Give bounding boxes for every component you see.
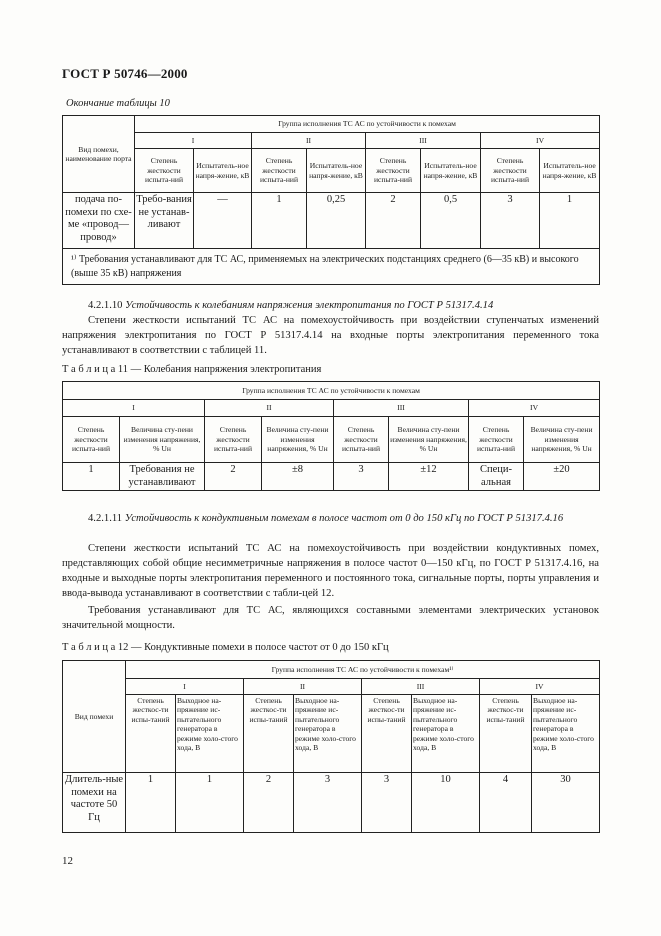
- t11-sub-b: Величина сту-пени изменения напряжения, % Uн: [524, 417, 600, 463]
- table-cell: 30: [532, 773, 600, 833]
- t12-sub-a: Степень жесткос-ти испы-таний: [126, 695, 176, 773]
- t11-sub-a: Степень жесткости испыта-ний: [469, 417, 524, 463]
- table-cell: 10: [412, 773, 480, 833]
- table-cell: Специ-альная: [469, 463, 524, 491]
- table-cell: ±12: [389, 463, 469, 491]
- t12-group-3: III: [362, 679, 480, 695]
- t12-sub-b: Выходное на-пряжение ис-пытательного генератора в режиме холо-стого хода, В: [532, 695, 600, 773]
- t11-group-3: III: [334, 400, 469, 417]
- t12-group-1: I: [126, 679, 244, 695]
- table-cell: 4: [480, 773, 532, 833]
- table-cell: ±8: [262, 463, 334, 491]
- t11-group-1: I: [63, 400, 205, 417]
- t12-sub-a: Степень жесткос-ти испы-таний: [480, 695, 532, 773]
- heading-text: Устойчивость к кондуктивным помехам в полосе частот от 0 до 150 кГц по ГОСТ Р 51317.4.16: [124, 513, 564, 524]
- table-cell: 3: [481, 193, 540, 249]
- t10-sub-b: Испытатель-ное напря-жение, кВ: [540, 149, 600, 193]
- table-cell: 2: [366, 193, 421, 249]
- t10-footnote: ¹⁾ Требования устанавливают для ТС АС, применяемых на электрических подстанциях среднего (6—35 кВ) и высокого (выше 35 кВ) напряжения: [63, 249, 600, 285]
- table-cell: 1: [540, 193, 600, 249]
- table-cell: 3: [362, 773, 412, 833]
- t10-sub-b: Испытатель-ное напря-жение, кВ: [194, 149, 252, 193]
- table-cell: 3: [294, 773, 362, 833]
- paragraph: Степени жесткости испытаний ТС АС на помехоустойчивость при воздействии кондуктивных помех, представляющих собой общие несимметричные напряжения в полосе частот 0—150 кГц, по ГОСТ Р 51317.4.16, на входные и выходные порты электропитания переменного и постоянного тока, сигнальные порты, порты управления и ввода-вывода устанавливают в соответствии с табли-цей 12.: [62, 543, 599, 599]
- t12-group-2: II: [244, 679, 362, 695]
- table-12: [62, 660, 600, 833]
- t10-sub-a: Степень жесткости испыта-ний: [481, 149, 540, 193]
- section-heading-10: [62, 298, 599, 313]
- table-cell: 1: [252, 193, 307, 249]
- table-cell: 0,25: [307, 193, 366, 249]
- table-10: [62, 115, 600, 285]
- t12-sub-a: Степень жесткос-ти испы-таний: [244, 695, 294, 773]
- table11-caption: Т а б л и ц а 11 — Колебания напряжения электропитания: [62, 364, 322, 375]
- t10-group-2: II: [252, 133, 366, 149]
- table-cell: 0,5: [421, 193, 481, 249]
- table-cell: 2: [205, 463, 262, 491]
- t10-row-label: подача по-помехи по схе-ме «провод—провод»: [63, 193, 135, 249]
- t12-group-4: IV: [480, 679, 600, 695]
- t10-group-header: Группа исполнения ТС АС по устойчивости к помехам: [135, 116, 600, 133]
- t11-sub-b: Величина сту-пени изменения напряжения, % Uн: [389, 417, 469, 463]
- t10-sub-a: Степень жесткости испыта-ний: [135, 149, 194, 193]
- t12-group-header: Группа исполнения ТС АС по устойчивости к помехам¹⁾: [126, 661, 600, 679]
- t11-sub-b: Величина сту-пени изменения напряжения, % Uн: [262, 417, 334, 463]
- t12-row-label: Длитель-ные помехи на частоте 50 Гц: [63, 773, 126, 833]
- t10-sub-b: Испытатель-ное напря-жение, кВ: [307, 149, 366, 193]
- table-cell: 2: [244, 773, 294, 833]
- t10-col0-header: Вид помехи, наименование порта: [63, 116, 135, 193]
- table10-caption: Окончание таблицы 10: [66, 98, 170, 109]
- table-cell: Требо-вания не устанав-ливают: [135, 193, 194, 249]
- paragraph: Степени жесткости испытаний ТС АС на помехоустойчивость при воздействии ступенчатых изменений напряжения электропитания по ГОСТ Р 51317.4.14 на входные порты электропитания переменного тока устанавливают в соответствии с таблицей 11.: [62, 315, 599, 356]
- table-cell: 3: [334, 463, 389, 491]
- t12-sub-b: Выходное на-пряжение ис-пытательного генератора в режиме холо-стого хода, В: [412, 695, 480, 773]
- t10-sub-a: Степень жесткости испыта-ний: [366, 149, 421, 193]
- table12-caption: Т а б л и ц а 12 — Кондуктивные помехи в полосе частот от 0 до 150 кГц: [62, 642, 389, 653]
- t11-sub-a: Степень жесткости испыта-ний: [63, 417, 120, 463]
- table-cell: ±20: [524, 463, 600, 491]
- table-cell: 1: [126, 773, 176, 833]
- t11-sub-a: Степень жесткости испыта-ний: [205, 417, 262, 463]
- t10-group-1: I: [135, 133, 252, 149]
- table-cell: Требования не устанавливают: [120, 463, 205, 491]
- t11-group-header: Группа исполнения ТС АС по устойчивости к помехам: [63, 382, 600, 400]
- t11-group-4: IV: [469, 400, 600, 417]
- heading-text: Устойчивость к колебаниям напряжения электропитания по ГОСТ Р 51317.4.14: [125, 300, 494, 311]
- t12-sub-b: Выходное на-пряжение ис-пытательного генератора в режиме холо-стого хода, В: [294, 695, 362, 773]
- t10-sub-a: Степень жесткости испыта-ний: [252, 149, 307, 193]
- table-11: [62, 381, 600, 491]
- section-heading-11: [62, 511, 599, 526]
- t10-group-4: IV: [481, 133, 600, 149]
- t12-sub-b: Выходное на-пряжение ис-пытательного генератора в режиме холо-стого хода, В: [176, 695, 244, 773]
- page-number: 12: [62, 855, 73, 867]
- heading-number: 4.2.1.10: [88, 300, 123, 311]
- table-cell: 1: [176, 773, 244, 833]
- t11-group-2: II: [205, 400, 334, 417]
- heading-number: 4.2.1.11: [88, 513, 123, 524]
- paragraph: Требования устанавливают для ТС АС, являющихся составными элементами электрических установок значительной мощности.: [62, 605, 599, 631]
- t11-sub-a: Степень жесткости испыта-ний: [334, 417, 389, 463]
- table-cell: 1: [63, 463, 120, 491]
- document-header: ГОСТ Р 50746—2000: [62, 66, 188, 81]
- t12-sub-a: Степень жесткос-ти испы-таний: [362, 695, 412, 773]
- t10-sub-b: Испытатель-ное напря-жение, кВ: [421, 149, 481, 193]
- table-cell: —: [194, 193, 252, 249]
- t10-group-3: III: [366, 133, 481, 149]
- t12-col0-header: Вид помехи: [63, 661, 126, 773]
- t11-sub-b: Величина сту-пени изменения напряжения, % Uн: [120, 417, 205, 463]
